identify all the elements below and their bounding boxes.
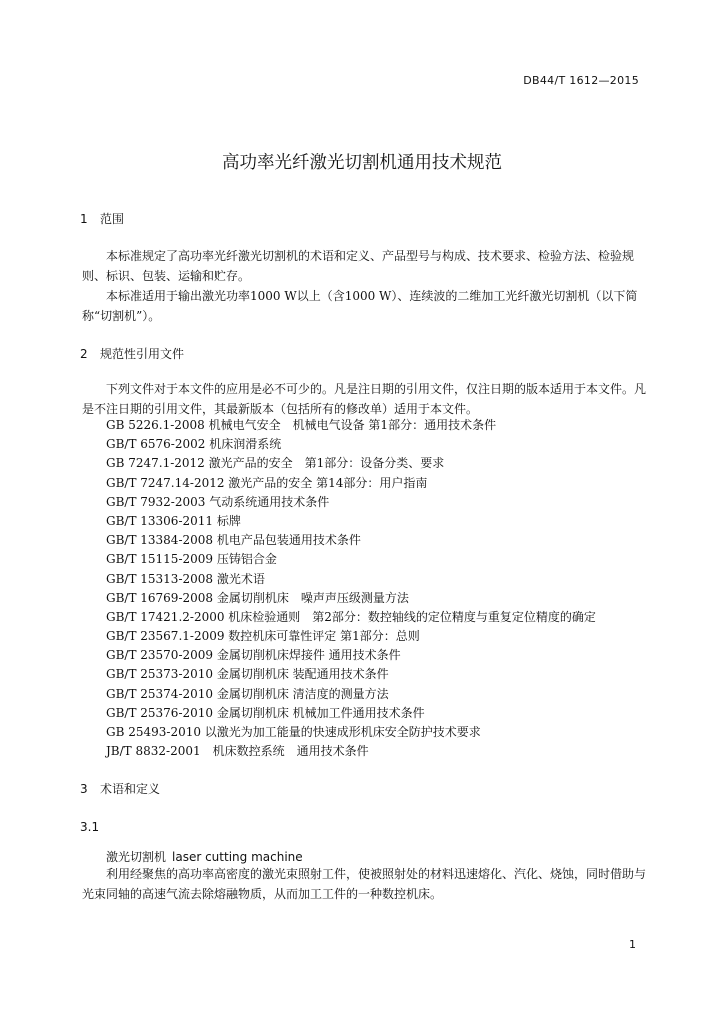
- reference-item: GB/T 25373-2010 金属切削机床 装配通用技术条件: [106, 667, 389, 682]
- standard-code: DB44/T 1612—2015: [523, 74, 639, 87]
- reference-item: GB 25493-2010 以激光为加工能量的快速成形机床安全防护技术要求: [106, 725, 481, 739]
- reference-item: GB/T 23567.1-2009 数控机床可靠性评定 第1部分：总则: [106, 629, 420, 644]
- reference-item: GB/T 17421.2-2000 机床检验通则 第2部分：数控轴线的定位精度与重复定位精度的确定: [106, 609, 596, 624]
- reference-item: GB/T 6576-2002 机床润滑系统: [106, 437, 282, 452]
- reference-item: GB/T 7247.14-2012 激光产品的安全 第14部分：用户指南: [106, 475, 428, 490]
- section-title: 术语和定义: [100, 782, 161, 796]
- section-2-heading: [80, 345, 184, 362]
- section-3-heading: [80, 780, 160, 797]
- term-heading: [106, 848, 303, 865]
- paragraph: 利用经聚焦的高功率高密度的激光束照射工件，使被照射处的材料迅速熔化、汽化、烧蚀，同时借助与光束同轴的高速气流去除熔融物质，从而加工工件的一种数控机床。: [82, 867, 647, 901]
- reference-item: GB/T 25376-2010 金属切削机床 机械加工件通用技术条件: [106, 705, 425, 720]
- section-number: 1: [80, 212, 88, 226]
- term-name-en: laser cutting machine: [172, 850, 303, 864]
- page-number: 1: [629, 938, 636, 951]
- paragraph: 本标准规定了高功率光纤激光切割机的术语和定义、产品型号与构成、技术要求、检验方法、检验规则、标识、包装、运输和贮存。: [82, 249, 635, 283]
- reference-item: GB 5226.1-2008 机械电气安全 机械电气设备 第1部分：通用技术条件: [106, 418, 497, 432]
- reference-list: [106, 416, 650, 761]
- section-number: 3: [80, 782, 88, 796]
- term-number: 3.1: [80, 820, 100, 834]
- section-1-heading: [80, 210, 124, 227]
- reference-item: GB/T 15115-2009 压铸铝合金: [106, 552, 277, 567]
- document-title: 高功率光纤激光切割机通用技术规范: [222, 153, 502, 173]
- reference-item: GB/T 7932-2003 气动系统通用技术条件: [106, 494, 330, 509]
- reference-item: GB/T 16769-2008 金属切削机床 噪声声压级测量方法: [106, 590, 409, 605]
- section-2-body: [82, 379, 650, 419]
- paragraph: 本标准适用于输出激光功率1000 W以上（含1000 W）、连续波的二维加工光纤激光切割机（以下简称“切割机”）。: [82, 289, 638, 323]
- reference-item: GB/T 13384-2008 机电产品包装通用技术条件: [106, 533, 361, 548]
- paragraph: 下列文件对于本文件的应用是必不可少的。凡是注日期的引用文件，仅注日期的版本适用于本文件。凡是不注日期的引用文件，其最新版本（包括所有的修改单）适用于本文件。: [82, 382, 647, 416]
- reference-item: GB 7247.1-2012 激光产品的安全 第1部分：设备分类、要求: [106, 456, 445, 471]
- section-number: 2: [80, 347, 88, 361]
- reference-item: GB/T 13306-2011 标牌: [106, 513, 241, 528]
- term-definition: [82, 864, 650, 904]
- section-title: 范围: [100, 212, 125, 226]
- term-name-cn: 激光切割机: [106, 850, 167, 864]
- reference-item: JB/T 8832-2001 机床数控系统 通用技术条件: [106, 744, 369, 759]
- section-1-body: [82, 246, 650, 326]
- reference-item: GB/T 25374-2010 金属切削机床 清洁度的测量方法: [106, 686, 389, 701]
- section-title: 规范性引用文件: [100, 347, 185, 361]
- reference-item: GB/T 23570-2009 金属切削机床焊接件 通用技术条件: [106, 648, 401, 663]
- reference-item: GB/T 15313-2008 激光术语: [106, 571, 265, 586]
